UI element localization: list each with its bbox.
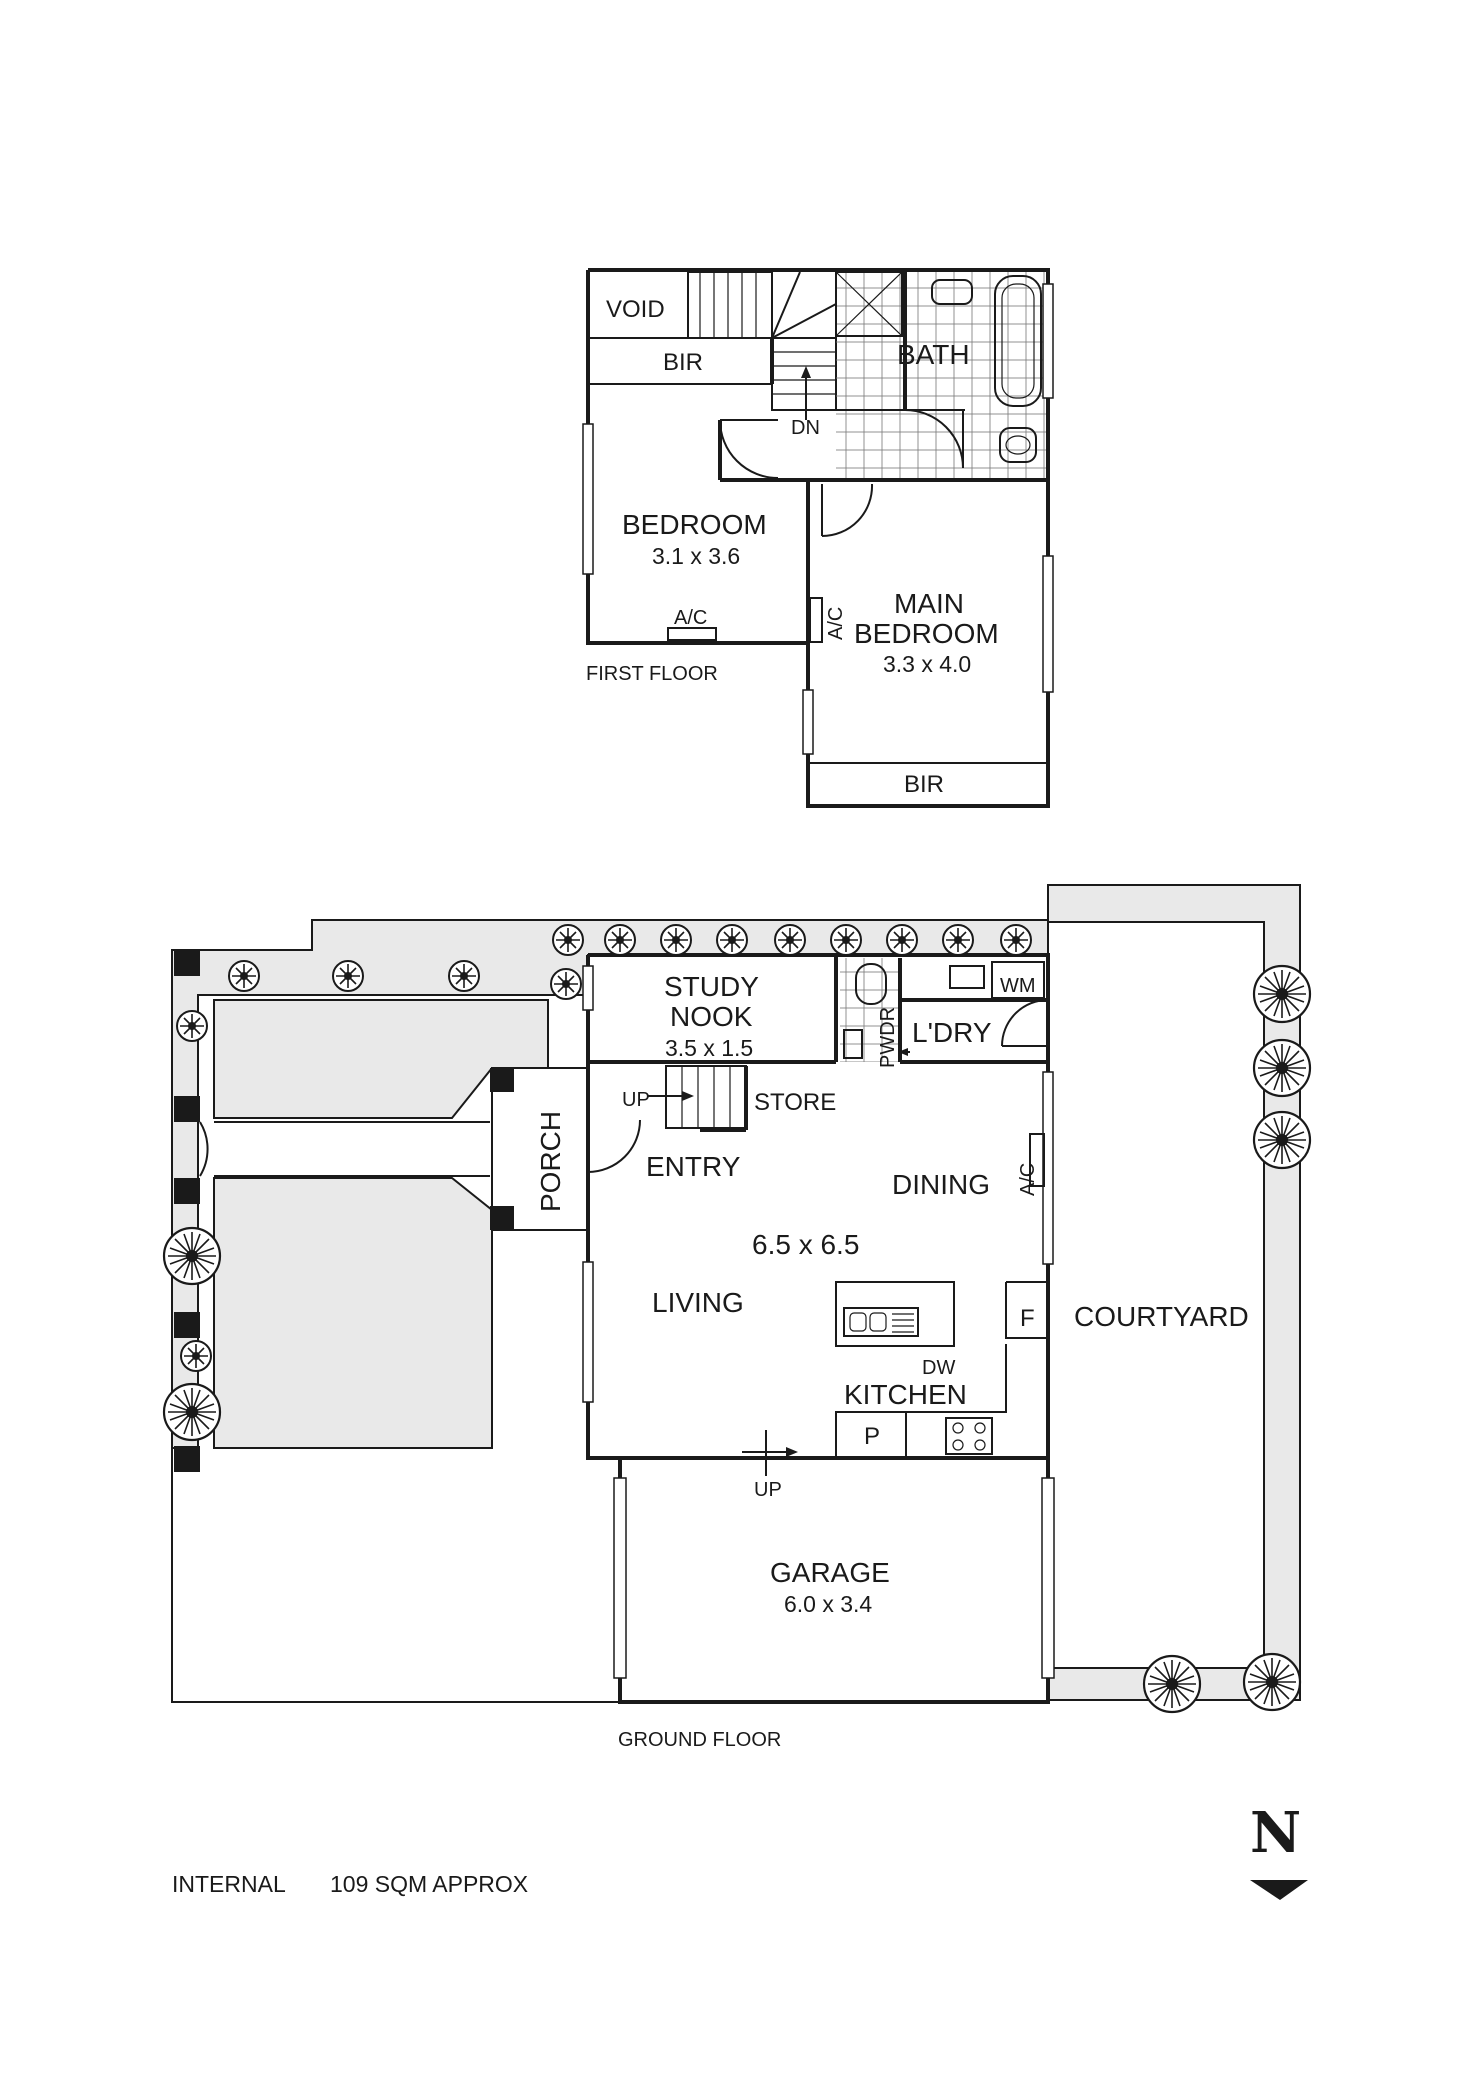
ldry-label: L'DRY	[912, 1017, 992, 1048]
first-floor-stairs	[688, 272, 836, 420]
fridge-label: F	[1020, 1305, 1035, 1332]
shrub-icon	[717, 925, 747, 955]
bathroom	[836, 272, 1046, 480]
shrub-icon	[177, 1011, 207, 1041]
ground-floor	[164, 885, 1310, 1751]
first-floor	[583, 270, 1053, 806]
garage-dim: 6.0 x 3.4	[784, 1591, 873, 1617]
study-label-1: STUDY	[664, 971, 759, 1002]
courtyard-label: COURTYARD	[1074, 1301, 1249, 1332]
north-label: N	[1250, 1800, 1302, 1866]
dw-label: DW	[922, 1357, 956, 1379]
wm-label: WM	[1000, 975, 1036, 997]
main-bedroom-label-1: MAIN	[894, 588, 964, 619]
bir-top-label: BIR	[663, 349, 704, 376]
shrub-icon	[1001, 925, 1031, 955]
shrub-icon	[553, 925, 583, 955]
dn-label: DN	[791, 417, 820, 439]
kitchen-label: KITCHEN	[844, 1379, 967, 1410]
post	[174, 1096, 200, 1122]
post	[174, 1446, 200, 1472]
ac-ground-label: A/C	[1017, 1162, 1039, 1196]
bedroom-label: BEDROOM	[622, 509, 767, 540]
shrub-icon	[943, 925, 973, 955]
ground-floor-caption: GROUND FLOOR	[618, 1729, 782, 1751]
void-label: VOID	[606, 296, 665, 323]
shrub-icon	[831, 925, 861, 955]
shrub-icon	[333, 961, 363, 991]
tree-icon	[1144, 1656, 1200, 1712]
post	[174, 1178, 200, 1204]
stair-up-label: UP	[622, 1089, 650, 1111]
main-dim: 6.5 x 6.5	[752, 1229, 860, 1260]
pantry-label: P	[864, 1423, 881, 1450]
shrub-icon	[775, 925, 805, 955]
tree-icon	[164, 1384, 220, 1440]
ground-floor-stairs	[648, 1066, 746, 1130]
study-dim: 3.5 x 1.5	[665, 1035, 754, 1061]
post	[174, 950, 200, 976]
bath-label: BATH	[897, 339, 970, 370]
shrub-icon	[551, 969, 581, 999]
footer	[172, 1800, 1308, 1900]
store-label: STORE	[754, 1089, 837, 1116]
ac-main-label: A/C	[825, 606, 847, 640]
post	[490, 1206, 514, 1230]
bir-main-label: BIR	[904, 771, 945, 798]
tree-icon	[1254, 1112, 1310, 1168]
main-bedroom-dim: 3.3 x 4.0	[883, 651, 972, 677]
entry-label: ENTRY	[646, 1151, 741, 1182]
first-floor-caption: FIRST FLOOR	[586, 663, 718, 685]
ac-bedroom-label: A/C	[674, 607, 708, 629]
shrub-icon	[449, 961, 479, 991]
shrub-icon	[229, 961, 259, 991]
tree-icon	[1244, 1654, 1300, 1710]
garage-up-label: UP	[754, 1479, 782, 1501]
post	[490, 1068, 514, 1092]
main-bedroom-label-2: BEDROOM	[854, 618, 999, 649]
pwdr-label: PWDR	[877, 1006, 899, 1068]
shrub-icon	[661, 925, 691, 955]
shrub-icon	[181, 1341, 211, 1371]
porch-label: PORCH	[535, 1110, 566, 1212]
dining-label: DINING	[892, 1169, 990, 1200]
study-label-2: NOOK	[670, 1001, 753, 1032]
shrub-icon	[887, 925, 917, 955]
post	[174, 1312, 200, 1338]
garage-label: GARAGE	[770, 1557, 890, 1588]
tree-icon	[1254, 966, 1310, 1022]
tree-icon	[1254, 1040, 1310, 1096]
shrub-icon	[605, 925, 635, 955]
living-label: LIVING	[652, 1287, 744, 1318]
internal-label: INTERNAL	[172, 1871, 286, 1897]
bedroom-dim: 3.1 x 3.6	[652, 543, 741, 569]
north-arrow-icon	[1250, 1880, 1308, 1900]
tree-icon	[164, 1228, 220, 1284]
area-label: 109 SQM APPROX	[330, 1871, 529, 1897]
